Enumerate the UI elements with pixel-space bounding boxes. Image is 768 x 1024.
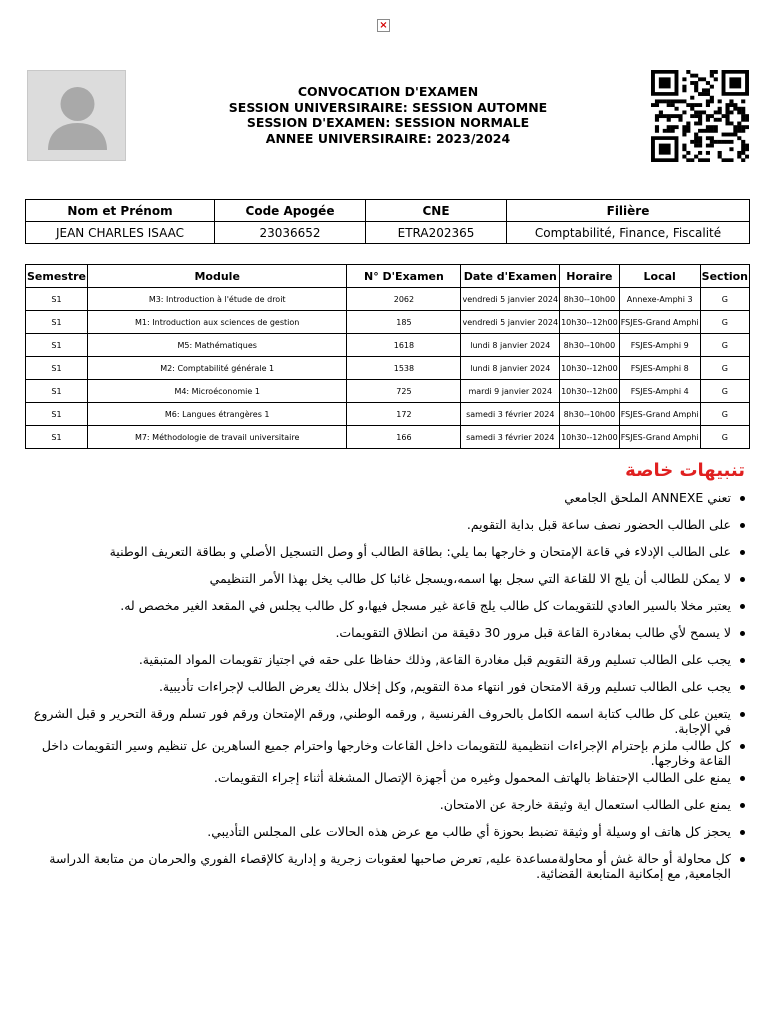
table-cell: 725 [347, 380, 461, 403]
list-item: لا يمكن للطالب أن يلج الا للقاعة التي سجل بها اسمه،ويسجل غائبا كل طالب يخل بهذا الأمر التنظيمي [30, 571, 745, 586]
student-cne: ETRA202365 [366, 222, 507, 244]
table-cell: S1 [26, 403, 88, 426]
table-cell: FSJES-Grand Amphi [619, 403, 700, 426]
table-cell: S1 [26, 311, 88, 334]
list-item: يجب على الطالب تسليم ورقة الامتحان فور انتهاء مدة التقويم, وكل إخلال بذلك يعرض الطالب لإجراءات تأديبية. [30, 679, 745, 694]
qr-code-icon [651, 70, 749, 162]
list-item: يحجز كل هاتف او وسيلة أو وثيقة تضبط بحوزة أي طالب مع عرض هذه الحالات على المجلس التأديبي. [30, 824, 745, 839]
table-cell: vendredi 5 janvier 2024 [461, 311, 560, 334]
list-item: تعني ANNEXE الملحق الجامعي [30, 490, 745, 505]
list-item: كل طالب ملزم بإحترام الإجراءات انتظيمية للتقويمات داخل القاعات وخارجها واحترام جميع الساهرين عل تنظيم وسير التقويمات داخل القاعة وخارجها. [30, 738, 745, 768]
table-cell: 172 [347, 403, 461, 426]
table-row [26, 426, 750, 449]
list-item: لا يسمح لأي طالب بمغادرة القاعة قبل مرور 30 دقيقة من انطلاق التقويمات. [30, 625, 745, 640]
table-cell: G [700, 357, 749, 380]
table-cell: S1 [26, 334, 88, 357]
list-item: يمنع على الطالب الإحتفاظ بالهاتف المحمول وغيره من أجهزة الإتصال المشغلة أثناء إجراء التقويمات. [30, 770, 745, 785]
column-header: Date d'Examen [461, 265, 560, 288]
list-item: يتعين على كل طالب كتابة اسمه الكامل بالحروف الفرنسية , ورقمه الوطني, ورقم الإمتحان ورقم فور تسلم ورقة التحرير و قبل الشروع في الإجابة. [30, 706, 745, 736]
table-row [26, 403, 750, 426]
table-cell: 166 [347, 426, 461, 449]
table-cell: 2062 [347, 288, 461, 311]
table-cell: samedi 3 février 2024 [461, 426, 560, 449]
table-cell: G [700, 311, 749, 334]
document-header [150, 84, 626, 146]
student-info-table [25, 199, 750, 244]
user-silhouette-icon [28, 71, 126, 161]
table-cell: vendredi 5 janvier 2024 [461, 288, 560, 311]
table-cell: G [700, 426, 749, 449]
table-cell: lundi 8 janvier 2024 [461, 334, 560, 357]
table-cell: S1 [26, 426, 88, 449]
table-row [26, 380, 750, 403]
table-cell: lundi 8 janvier 2024 [461, 357, 560, 380]
column-header: CNE [366, 200, 507, 222]
column-header: Nom et Prénom [26, 200, 215, 222]
table-cell: FSJES-Amphi 4 [619, 380, 700, 403]
table-cell: 185 [347, 311, 461, 334]
column-header: Semestre [26, 265, 88, 288]
column-header: Code Apogée [215, 200, 366, 222]
table-cell: G [700, 334, 749, 357]
header-title-line: ANNEE UNIVERSIRAIRE: 2023/2024 [265, 130, 511, 146]
table-cell: G [700, 380, 749, 403]
exam-schedule-table [25, 264, 750, 449]
table-row [26, 288, 750, 311]
column-header: Module [88, 265, 347, 288]
table-cell: 1538 [347, 357, 461, 380]
table-cell: M5: Mathématiques [88, 334, 347, 357]
column-header: Filière [507, 200, 750, 222]
table-cell: 8h30--10h00 [560, 403, 620, 426]
table-cell: 8h30--10h00 [560, 288, 620, 311]
table-cell: 10h30--12h00 [560, 426, 620, 449]
table-cell: 10h30--12h00 [560, 380, 620, 403]
table-cell: 1618 [347, 334, 461, 357]
table-cell: M3: Introduction à l'étude de droit [88, 288, 347, 311]
list-item: يجب على الطالب تسليم ورقة التقويم قبل مغادرة القاعة, وذلك حفاظا على حقه في اجتياز تقويمات المواد المتبقية. [30, 652, 745, 667]
table-cell: FSJES-Amphi 9 [619, 334, 700, 357]
table-cell: M2: Comptabilité générale 1 [88, 357, 347, 380]
header-title-line: CONVOCATION D'EXAMEN [297, 84, 479, 99]
list-item: على الطالب الإدلاء في قاعة الإمتحان و خارجها بما يلي: بطاقة الطالب أو وصل التسجيل الأصلي و بطاقة التعريف الوطنية [30, 544, 745, 559]
table-cell: FSJES-Amphi 8 [619, 357, 700, 380]
list-item: يمنع على الطالب استعمال اية وثيقة خارجة عن الامتحان. [30, 797, 745, 812]
header-title-line: SESSION D'EXAMEN: SESSION NORMALE [246, 115, 530, 130]
table-row [26, 334, 750, 357]
table-cell: samedi 3 février 2024 [461, 403, 560, 426]
table-row [26, 222, 750, 244]
column-header: Horaire [560, 265, 620, 288]
header-title-line: SESSION UNIVERSIRAIRE: SESSION AUTOMNE [228, 99, 548, 115]
list-item: على الطالب الحضور نصف ساعة قبل بداية التقويم. [30, 517, 745, 532]
table-cell: M1: Introduction aux sciences de gestion [88, 311, 347, 334]
student-apogee-code: 23036652 [215, 222, 366, 244]
table-cell: M7: Méthodologie de travail universitaire [88, 426, 347, 449]
column-header: Section [700, 265, 749, 288]
list-item: كل محاولة أو حالة غش أو محاولةمساعدة عليه, تعرض صاحبها لعقوبات زجرية و إدارية كالإقصاء الفوري والحرمان من متابعة الدراسة الجامعية, مع إمكانية المتابعة القضائية. [30, 851, 745, 881]
table-row [26, 311, 750, 334]
table-header-row [26, 265, 750, 288]
student-name: JEAN CHARLES ISAAC [26, 222, 215, 244]
avatar [27, 70, 126, 161]
table-cell: 8h30--10h00 [560, 334, 620, 357]
table-cell: FSJES-Grand Amphi [619, 426, 700, 449]
student-filiere: Comptabilité, Finance, Fiscalité [507, 222, 750, 244]
notes-title: تنبيهات خاصة [625, 460, 745, 481]
table-cell: 10h30--12h00 [560, 311, 620, 334]
table-cell: Annexe-Amphi 3 [619, 288, 700, 311]
table-cell: S1 [26, 288, 88, 311]
table-row [26, 357, 750, 380]
column-header: N° D'Examen [347, 265, 461, 288]
column-header: Local [619, 265, 700, 288]
table-cell: G [700, 403, 749, 426]
table-cell: M4: Microéconomie 1 [88, 380, 347, 403]
table-cell: FSJES-Grand Amphi [619, 311, 700, 334]
table-cell: S1 [26, 380, 88, 403]
table-cell: mardi 9 janvier 2024 [461, 380, 560, 403]
table-cell: M6: Langues étrangères 1 [88, 403, 347, 426]
list-item: يعتبر مخلا بالسير العادي للتقويمات كل طالب يلج قاعة غير مسجل فيها،و كل طالب يجلس في المقعد الغير مخصص له. [30, 598, 745, 613]
table-cell: G [700, 288, 749, 311]
table-header-row [26, 200, 750, 222]
table-cell: 10h30--12h00 [560, 357, 620, 380]
broken-image-icon: × [377, 19, 390, 32]
notes-list [30, 490, 745, 893]
table-cell: S1 [26, 357, 88, 380]
